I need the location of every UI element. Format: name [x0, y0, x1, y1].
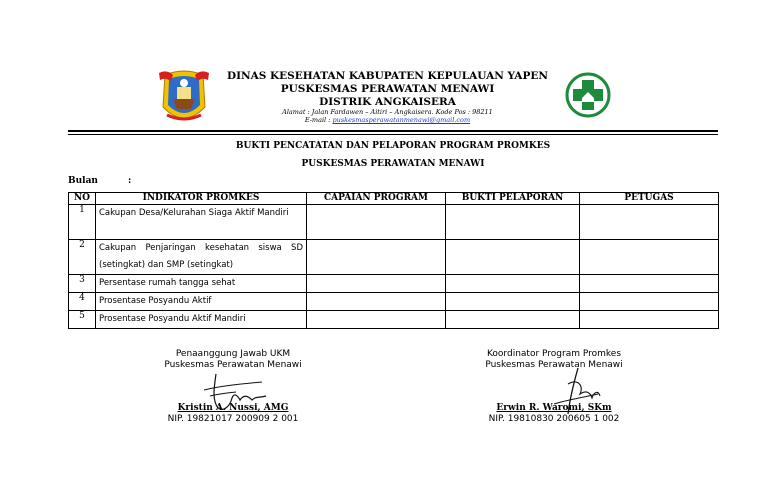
- row-bukti[interactable]: [446, 311, 580, 329]
- document-title: BUKTI PENCATATAN DAN PELAPORAN PROGRAM PROMKES: [235, 141, 551, 151]
- row-capaian[interactable]: [307, 205, 446, 240]
- handwritten-signature-left: [196, 366, 276, 416]
- signer-org: Puskesmas Perawatan Menawi: [485, 360, 623, 370]
- table-row: [69, 311, 719, 329]
- table-row: [69, 240, 719, 275]
- regency-coat-of-arms-icon: [157, 69, 211, 127]
- row-petugas[interactable]: [580, 240, 719, 275]
- table-row: [69, 275, 719, 293]
- header-no: NO: [69, 193, 96, 205]
- signer-name: Erwin R. Waromi, SKm: [496, 403, 612, 413]
- signer-role: Koordinator Program Promkes: [486, 349, 622, 359]
- row-bukti[interactable]: [446, 205, 580, 240]
- header-divider-thin: [68, 134, 718, 135]
- signer-nip: NIP. 19810830 200605 1 002: [488, 414, 620, 424]
- signer-org: Puskesmas Perawatan Menawi: [164, 360, 302, 370]
- row-indikator: Prosentase Posyandu Aktif: [96, 293, 307, 311]
- handwritten-signature-right: [548, 364, 608, 420]
- row-no: 2: [69, 240, 96, 275]
- row-petugas[interactable]: [580, 275, 719, 293]
- row-bukti[interactable]: [446, 275, 580, 293]
- row-indikator: Cakupan Desa/Kelurahan Siaga Aktif Mandiri: [96, 205, 307, 240]
- address-line: Alamat : Jalan Fardawen – Aitiri – Angkaisera. Kode Pos : 98211: [282, 108, 493, 116]
- row-capaian[interactable]: [307, 293, 446, 311]
- signer-role: Penaanggung Jawab UKM: [175, 349, 291, 359]
- bulan-colon: :: [128, 176, 132, 186]
- header-bukti: BUKTI PELAPORAN: [446, 193, 580, 205]
- row-capaian[interactable]: [307, 311, 446, 329]
- row-petugas[interactable]: [580, 205, 719, 240]
- puskesmas-name: PUSKESMAS PERAWATAN MENAWI: [280, 83, 495, 95]
- puskesmas-cross-logo-icon: [565, 72, 611, 118]
- row-indikator: Prosentase Posyandu Aktif Mandiri: [96, 311, 307, 329]
- district-name: DISTRIK ANGKAISERA: [319, 96, 456, 108]
- table-row: [69, 293, 719, 311]
- row-bukti[interactable]: [446, 293, 580, 311]
- table-header-row: [69, 193, 719, 205]
- signer-name: Kristin A. Nussi, AMG: [177, 403, 289, 413]
- row-no: 1: [69, 205, 96, 240]
- email-link[interactable]: puskesmasperawatanmenawi@gmail.com: [332, 116, 471, 124]
- row-bukti[interactable]: [446, 240, 580, 275]
- row-no: 5: [69, 311, 96, 329]
- row-indikator: Cakupan Penjaringan kesehatan siswa SD (setingkat) dan SMP (setingkat): [96, 240, 307, 275]
- agency-name: DINAS KESEHATAN KABUPATEN KEPULAUAN YAPEN: [227, 70, 548, 82]
- table-row: [69, 205, 719, 240]
- header-petugas: PETUGAS: [580, 193, 719, 205]
- promkes-table: [68, 192, 719, 329]
- header-divider-thick: [68, 130, 718, 132]
- email-label: E-mail :: [304, 116, 333, 124]
- email-line: [215, 116, 560, 124]
- bulan-label: Bulan: [68, 176, 98, 186]
- row-capaian[interactable]: [307, 240, 446, 275]
- row-no: 4: [69, 293, 96, 311]
- row-capaian[interactable]: [307, 275, 446, 293]
- header-indikator: INDIKATOR PROMKES: [96, 193, 307, 205]
- row-indikator: Persentase rumah tangga sehat: [96, 275, 307, 293]
- row-petugas[interactable]: [580, 293, 719, 311]
- document-subtitle: PUSKESMAS PERAWATAN MENAWI: [301, 159, 485, 169]
- header-capaian: CAPAIAN PROGRAM: [307, 193, 446, 205]
- row-no: 3: [69, 275, 96, 293]
- row-petugas[interactable]: [580, 311, 719, 329]
- signer-nip: NIP. 19821017 200909 2 001: [167, 414, 299, 424]
